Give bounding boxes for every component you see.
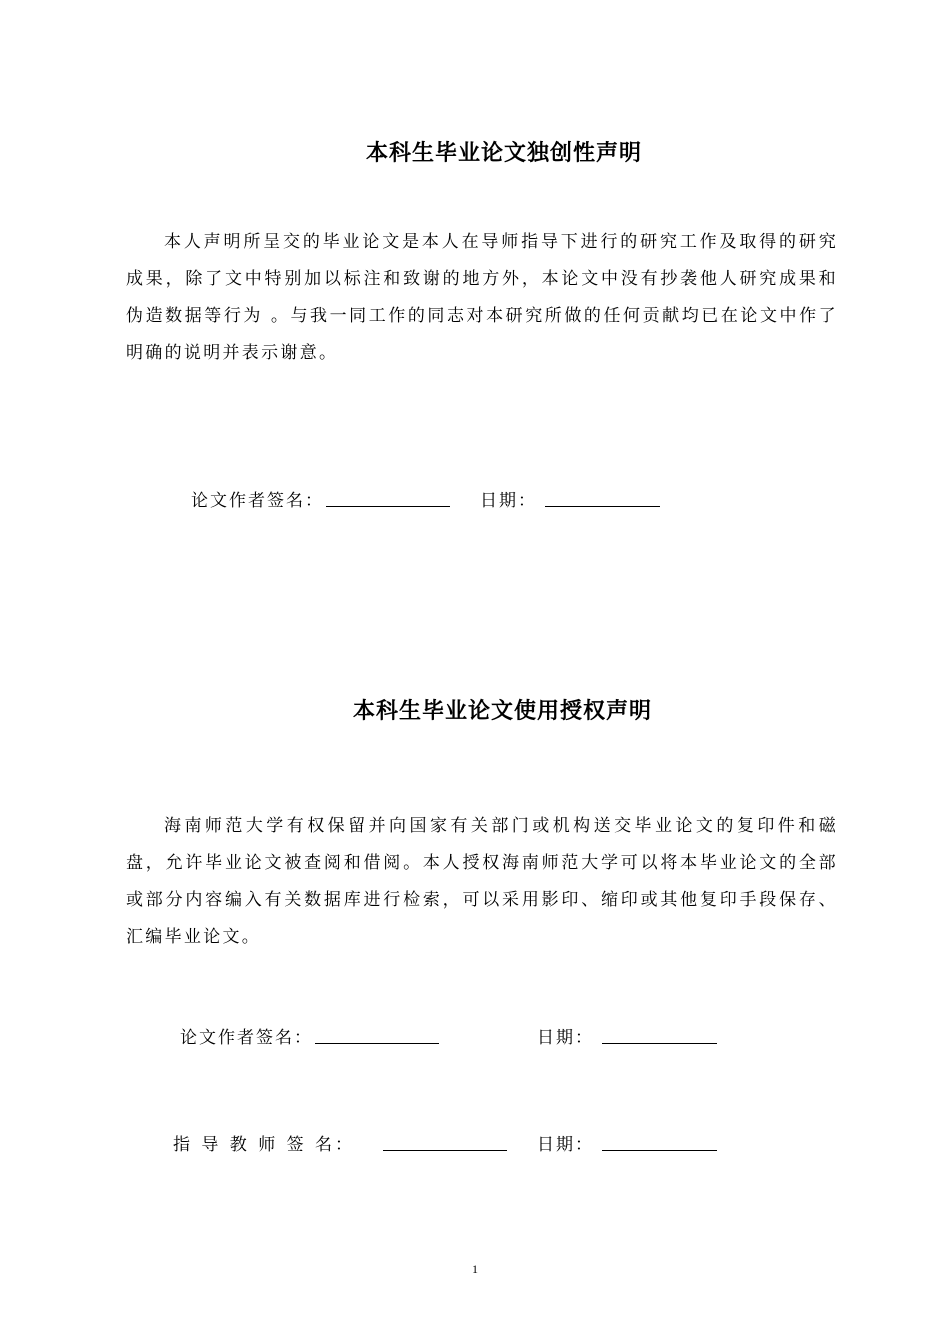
advisor-date-label: 日期： — [537, 1135, 594, 1155]
date-label: 日期： — [537, 1028, 594, 1048]
date-line[interactable] — [545, 506, 660, 507]
authorization-paragraph: 海南师范大学有权保留并向国家有关部门或机构送交毕业论文的复印件和磁盘，允许毕业论文被查阅和借阅。本人授权海南师范大学可以将本毕业论文的全部或部分内容编入有关数据库进行检索，可以采用影印、缩印或其他复印手段保存、汇编毕业论文。 — [126, 816, 838, 947]
advisor-signature-line[interactable] — [383, 1150, 507, 1151]
author-signature-label: 论文作者签名： — [180, 1028, 313, 1048]
date-label: 日期： — [480, 491, 537, 511]
declaration-paragraph: 本人声明所呈交的毕业论文是本人在导师指导下进行的研究工作及取得的研究成果，除了文中特别加以标注和致谢的地方外，本论文中没有抄袭他人研究成果和伪造数据等行为 。与我一同工作的同志对本研究所做的任何贡献均已在论文中作了明确的说明并表示谢意。 — [126, 232, 838, 363]
advisor-date-line[interactable] — [602, 1150, 717, 1151]
page-number: 1 — [472, 1262, 478, 1276]
authorization-title: 本科生毕业论文使用授权声明 — [353, 699, 653, 724]
declaration-title: 本科生毕业论文独创性声明 — [366, 141, 643, 166]
date-line[interactable] — [602, 1043, 717, 1044]
advisor-signature-row — [0, 1130, 950, 1156]
author-signature-line[interactable] — [315, 1043, 439, 1044]
author-signature-label: 论文作者签名： — [191, 491, 324, 511]
declaration-signature-row — [0, 486, 950, 512]
authorization-signature-row — [0, 1023, 950, 1049]
author-signature-line[interactable] — [326, 506, 450, 507]
advisor-signature-label: 指 导 教 师 签 名： — [173, 1135, 356, 1155]
